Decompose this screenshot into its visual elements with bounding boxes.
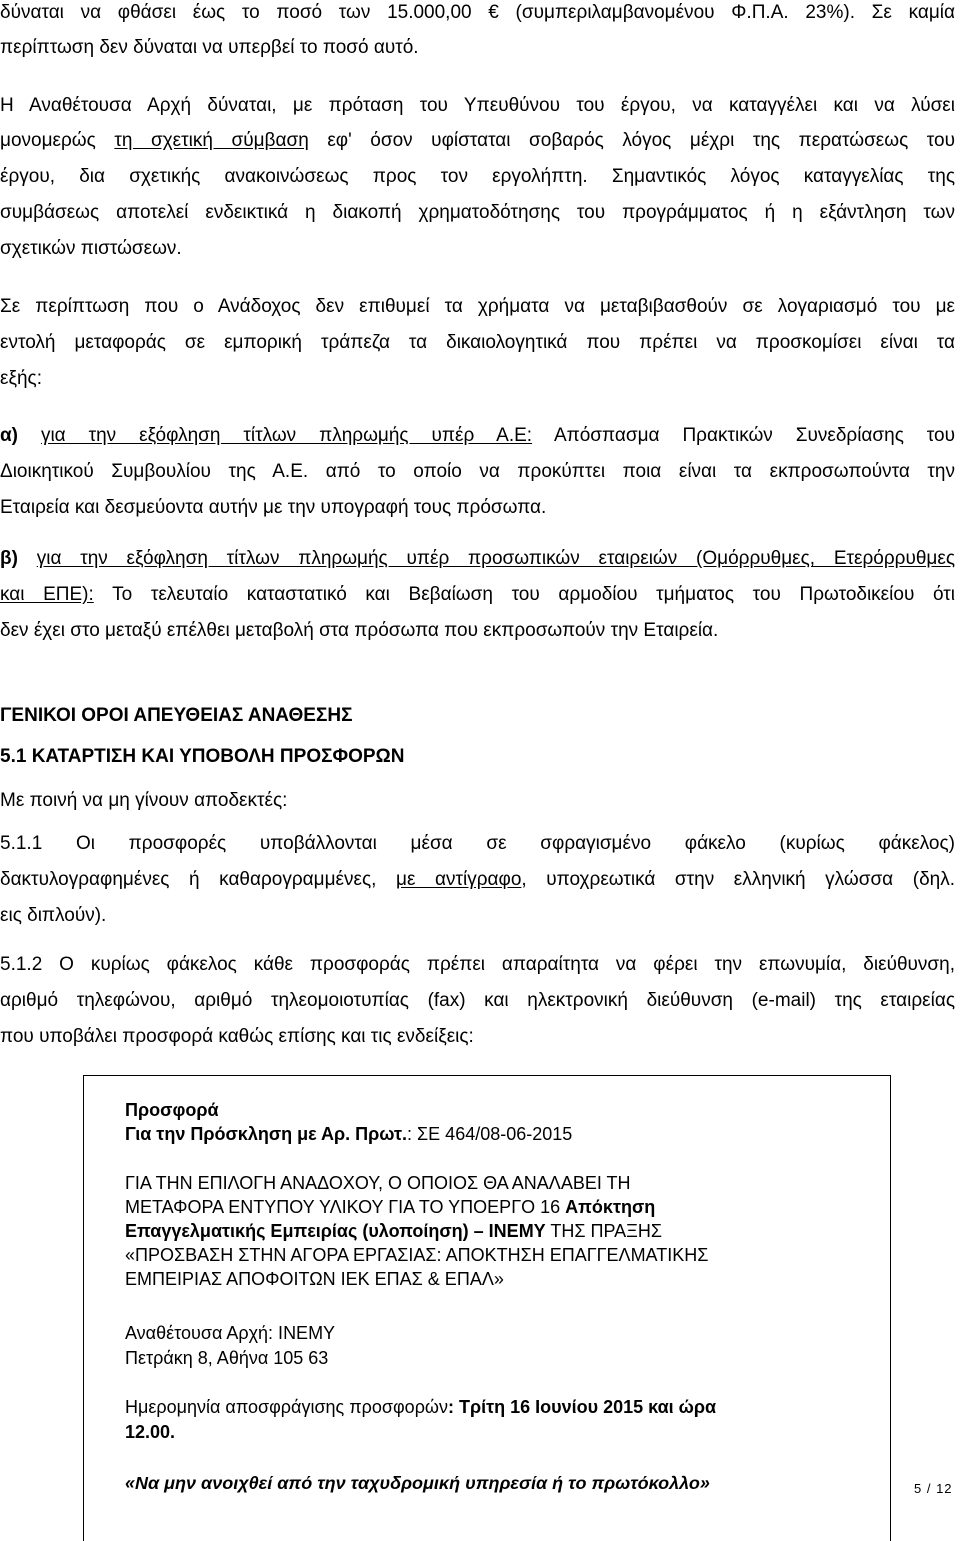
body-line: εξής: xyxy=(0,368,42,389)
underlined-text: με αντίγραφο xyxy=(396,869,522,890)
text-run: Το τελευταίο καταστατικό και Βεβαίωση του αρμοδίου τμήματος του Πρωτοδικείου ότι xyxy=(93,584,955,605)
box-address: Πετράκη 8, Αθήνα 105 63 xyxy=(125,1348,329,1368)
box-opening-date xyxy=(125,1397,716,1418)
underlined-text: για την εξόφληση τίτλων πληρωμής υπέρ Α.Ε: xyxy=(40,425,533,446)
body-line: 5.1.1 Οι προσφορές υποβάλλονται μέσα σε σφραγισμένο φάκελο (κυρίως φάκελος) xyxy=(0,833,955,854)
body-line xyxy=(0,548,955,570)
box-authority: Αναθέτουσα Αρχή: ΙΝΕΜΥ xyxy=(125,1323,336,1343)
subsection-heading: 5.1 ΚΑΤΑΡΤΙΣΗ ΚΑΙ ΥΠΟΒΟΛΗ ΠΡΟΣΦΟΡΩΝ xyxy=(0,746,405,767)
text-run: δακτυλογραφημένες ή καθαρογραμμένες, xyxy=(0,869,396,890)
date-value: : Τρίτη 16 Ιουνίου 2015 και ώρα xyxy=(448,1397,717,1417)
underlined-text: για την εξόφληση τίτλων πληρωμής υπέρ προσωπικών εταιρειών (Ομόρρυθμες, Ετερόρρυθμες xyxy=(36,548,956,569)
body-line xyxy=(0,130,955,152)
body-line: έργου, δια σχετικής ανακοινώσεως προς τον εργολήπτη. Σημαντικός λόγος καταγγελίας της xyxy=(0,166,955,187)
bold-text: Απόκτηση xyxy=(565,1197,656,1217)
text-run: μονομερώς xyxy=(0,130,115,151)
box-line xyxy=(125,1197,655,1218)
body-line: εντολή μεταφοράς σε εμπορική τράπεζα τα δικαιολογητικά που πρέπει να προσκομίσει είναι τα xyxy=(0,332,955,353)
body-line: δύναται να φθάσει έως το ποσό των 15.000,00 € (συμπεριλαμβανομένου Φ.Π.Α. 23%). Σε καμία xyxy=(0,2,955,23)
section-heading: ΓΕΝΙΚΟΙ ΟΡΟΙ ΑΠΕΥΘΕΙΑΣ ΑΝΑΘΕΣΗΣ xyxy=(0,705,353,726)
bold-text: Επαγγελματικής Εμπειρίας (υλοποίηση) – ΙΝΕΜΥ xyxy=(125,1221,546,1241)
body-line: περίπτωση δεν δύναται να υπερβεί το ποσό αυτό. xyxy=(0,37,419,58)
body-line: που υποβάλει προσφορά καθώς επίσης και τις ενδείξεις: xyxy=(0,1026,474,1047)
body-line: Σε περίπτωση που ο Ανάδοχος δεν επιθυμεί τα χρήματα να μεταβιβασθούν σε λογαριασμό του με xyxy=(0,296,955,317)
date-label: Ημερομηνία αποσφράγισης προσφορών xyxy=(125,1397,448,1417)
text-run: , υποχρεωτικά στην ελληνική γλώσσα (δηλ. xyxy=(521,869,955,890)
text-run: εφ' όσον υφίσταται σοβαρός λόγος μέχρι της περατώσεως του xyxy=(308,130,956,151)
underlined-text: τη σχετική σύμβαση xyxy=(114,130,309,151)
box-line xyxy=(125,1221,662,1242)
text-run: ΜΕΤΑΦΟΡΑ ΕΝΤΥΠΟΥ ΥΛΙΚΟΥ ΓΙΑ ΤΟ ΥΠΟΕΡΓΟ 16 xyxy=(125,1197,566,1217)
reference-label: Για την Πρόσκληση με Αρ. Πρωτ. xyxy=(125,1124,408,1144)
box-line: «ΠΡΟΣΒΑΣΗ ΣΤΗΝ ΑΓΟΡΑ ΕΡΓΑΣΙΑΣ: ΑΠΟΚΤΗΣΗ ΕΠΑΓΓΕΛΜΑΤΙΚΗΣ xyxy=(125,1245,709,1265)
box-line: ΓΙΑ ΤΗΝ ΕΠΙΛΟΓΗ ΑΝΑΔΟΧΟΥ, Ο ΟΠΟΙΟΣ ΘΑ ΑΝΑΛΑΒΕΙ ΤΗ xyxy=(125,1173,631,1193)
reference-value: : ΣΕ 464/08-06-2015 xyxy=(407,1124,573,1144)
body-line: Διοικητικού Συμβουλίου της Α.Ε. από το οποίο να προκύπτει ποια είναι τα εκπροσωπούντα την xyxy=(0,461,955,482)
box-line: ΕΜΠΕΙΡΙΑΣ ΑΠΟΦΟΙΤΩΝ ΙΕΚ ΕΠΑΣ & ΕΠΑΛ» xyxy=(125,1269,504,1289)
body-line xyxy=(0,584,955,606)
body-line: σχετικών πιστώσεων. xyxy=(0,238,182,259)
text-run: Απόσπασμα Πρακτικών Συνεδρίασης του xyxy=(532,425,955,446)
box-reference xyxy=(125,1124,572,1145)
body-line: Εταιρεία και δεσμεύοντα αυτήν με την υπογραφή τους πρόσωπα. xyxy=(0,497,547,518)
box-warning: «Να μην ανοιχθεί από την ταχυδρομική υπηρεσία ή το πρωτόκολλο» xyxy=(125,1473,710,1493)
page-number: 5 / 12 xyxy=(914,1481,953,1496)
list-label: β) xyxy=(0,548,18,569)
box-opening-time: 12.00. xyxy=(125,1422,176,1442)
underlined-text: και ΕΠΕ): xyxy=(0,584,94,605)
body-line: Με ποινή να μη γίνουν αποδεκτές: xyxy=(0,790,288,811)
list-label: α) xyxy=(0,425,19,446)
body-line: συμβάσεως αποτελεί ενδεικτικά η διακοπή χρηματοδότησης του προγράμματος ή η εξάντληση των xyxy=(0,202,955,223)
body-line: αριθμό τηλεφώνου, αριθμό τηλεομοιοτυπίας (fax) και ηλεκτρονική διεύθυνση (e-mail) της εταιρείας xyxy=(0,990,955,1011)
box-title: Προσφορά xyxy=(125,1100,219,1120)
body-line: δεν έχει στο μεταξύ επέλθει μεταβολή στα πρόσωπα που εκπροσωπούν την Εταιρεία. xyxy=(0,620,719,641)
body-line: εις διπλούν). xyxy=(0,905,107,926)
text-run: ΤΗΣ ΠΡΑΞΗΣ xyxy=(545,1221,662,1241)
body-line xyxy=(0,425,955,447)
body-line: Η Αναθέτουσα Αρχή δύναται, με πρόταση του Υπευθύνου του έργου, να καταγγέλει και να λύσει xyxy=(0,95,955,116)
body-line: 5.1.2 Ο κυρίως φάκελος κάθε προσφοράς πρέπει απαραίτητα να φέρει την επωνυμία, διεύθυνση, xyxy=(0,954,955,975)
body-line xyxy=(0,869,955,891)
